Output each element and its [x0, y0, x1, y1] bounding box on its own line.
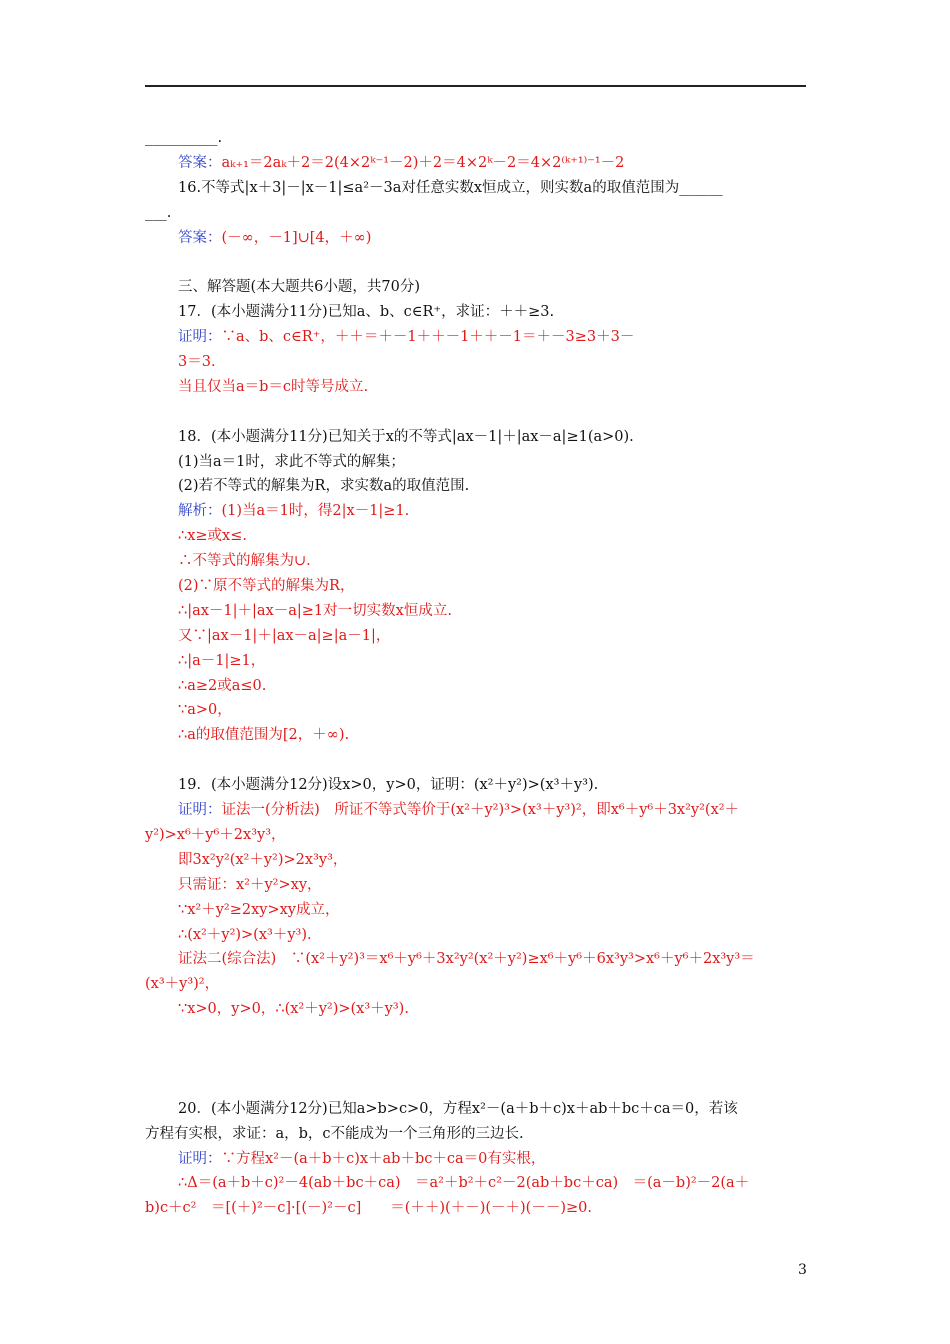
blank-line — [145, 748, 806, 773]
question-text: 16.不等式|x＋3|－|x－1|≤a²－3a对任意实数x恒成立，则实数a的取值范围为______ — [178, 179, 723, 196]
solution-text: ∴(x²＋y²)>(x³＋y³). — [178, 926, 312, 943]
text-line — [145, 151, 806, 176]
text-line — [145, 499, 806, 524]
solution-text: ∵方程x²－(a＋b＋c)x＋ab＋bc＋ca＝0有实根， — [221, 1150, 546, 1167]
question-text: 20．(本小题满分12分)已知a>b>c>0，方程x²－(a＋b＋c)x＋ab＋bc＋ca＝0，若该 — [178, 1100, 738, 1117]
solution-text: (－∞，－1]∪[4，＋∞) — [221, 229, 372, 246]
text-line — [145, 1171, 806, 1196]
solution-text: 只需证：x²＋y²>xy， — [178, 876, 322, 893]
text-line — [145, 474, 806, 499]
answer-label: 证明： — [178, 1150, 222, 1167]
text-line — [145, 624, 806, 649]
text-line — [145, 1122, 806, 1147]
solution-text: y²)>x⁶＋y⁶＋2x³y³， — [145, 826, 286, 843]
text-line — [145, 773, 806, 798]
text-line — [145, 524, 806, 549]
solution-text: ∵a、b、c∈R⁺，＋＋＝＋－1＋＋－1＋＋－1＝＋－3≥3＋3－ — [221, 329, 635, 346]
question-text: (2)若不等式的解集为R，求实数a的取值范围. — [178, 478, 470, 495]
text-line — [145, 848, 806, 873]
question-text: 19．(本小题满分12分)设x>0，y>0，证明：(x²＋y²)>(x³＋y³). — [178, 777, 599, 794]
text-line — [145, 176, 806, 201]
text-line — [145, 226, 806, 251]
solution-text: b)c＋c² ＝[(＋)²－c]·[(－)²－c] ＝(＋＋)(＋－)(－＋)(－－)≥0. — [145, 1200, 592, 1217]
question-text: 17．(本小题满分11分)已知a、b、c∈R⁺，求证：＋＋≥3. — [178, 304, 555, 321]
solution-text: (1)当a＝1时，得2|x－1|≥1. — [221, 503, 410, 520]
text-line — [145, 723, 806, 748]
solution-text: ∴a的取值范围为[2，＋∞). — [178, 727, 350, 744]
text-line — [145, 698, 806, 723]
solution-text: ∴a≥2或a≤0. — [178, 677, 267, 694]
text-line — [145, 798, 806, 823]
blank-line — [145, 1022, 806, 1072]
text-line — [145, 126, 806, 151]
solution-text: ∴Δ＝(a＋b＋c)²－4(ab＋bc＋ca) ＝a²＋b²＋c²－2(ab＋bc＋ca) ＝(a－b)²－2(a＋ — [178, 1175, 750, 1192]
solution-text: ∴不等式的解集为∪. — [178, 553, 311, 570]
text-line — [145, 574, 806, 599]
answer-label: 证明： — [178, 802, 222, 819]
text-line — [145, 549, 806, 574]
text-line — [145, 300, 806, 325]
solution-text: 当且仅当a＝b＝c时等号成立. — [178, 378, 369, 395]
text-line — [145, 350, 806, 375]
text-line — [145, 923, 806, 948]
solution-text: 即3x²y²(x²＋y²)>2x³y³， — [178, 851, 348, 868]
text-line — [145, 425, 806, 450]
solution-text: ∵a>0， — [178, 702, 232, 719]
text-line — [145, 201, 806, 226]
text-line — [145, 275, 806, 300]
text-line — [145, 375, 806, 400]
text-line — [145, 674, 806, 699]
answer-label: 解析： — [178, 503, 222, 520]
page-body — [145, 126, 806, 1221]
question-text: (1)当a＝1时，求此不等式的解集； — [178, 453, 405, 470]
page-number: 3 — [798, 1262, 807, 1278]
solution-text: 又∵|ax－1|＋|ax－a|≥|a－1|， — [178, 627, 391, 644]
text-line — [145, 972, 806, 997]
question-text: 18．(本小题满分11分)已知关于x的不等式|ax－1|＋|ax－a|≥1(a>0). — [178, 428, 634, 445]
text-line — [145, 823, 806, 848]
solution-text: (2)∵原不等式的解集为R， — [178, 578, 355, 595]
solution-text: ∵x>0，y>0，∴(x²＋y²)>(x³＋y³). — [178, 1001, 409, 1018]
solution-text: ∴|a－1|≥1， — [178, 652, 266, 669]
solution-text: aₖ₊₁＝2aₖ＋2＝2(4×2ᵏ⁻¹－2)＋2＝4×2ᵏ－2＝4×2⁽ᵏ⁺¹⁾⁻¹－2 — [221, 154, 625, 171]
answer-label: 答案： — [178, 229, 222, 246]
question-text: ___. — [145, 204, 172, 221]
solution-text: ∴|ax－1|＋|ax－a|≥1对一切实数x恒成立. — [178, 602, 452, 619]
text-line — [145, 873, 806, 898]
question-text: 三、解答题(本大题共6小题，共70分) — [178, 279, 420, 296]
text-line — [145, 1097, 806, 1122]
solution-text: 证法一(分析法) 所证不等式等价于(x²＋y²)³>(x³＋y³)²，即x⁶＋y⁶＋3x²y²(x²＋ — [221, 802, 740, 819]
blank-line — [145, 400, 806, 425]
text-line — [145, 325, 806, 350]
solution-text: (x³＋y³)²， — [145, 976, 220, 993]
blank-line — [145, 250, 806, 275]
text-line — [145, 450, 806, 475]
question-text: 方程有实根，求证：a，b，c不能成为一个三角形的三边长. — [145, 1125, 524, 1142]
answer-label: 证明： — [178, 329, 222, 346]
answer-label: 答案： — [178, 154, 222, 171]
question-text: __________. — [145, 130, 223, 146]
solution-text: ∴x≥或x≤. — [178, 528, 247, 545]
solution-text: 证法二(综合法) ∵(x²＋y²)³＝x⁶＋y⁶＋3x²y²(x²＋y²)≥x⁶＋y⁶＋6x³y³>x⁶＋y⁶＋2x³y³＝ — [178, 951, 755, 968]
header-rule — [145, 85, 806, 87]
text-line — [145, 947, 806, 972]
text-line — [145, 649, 806, 674]
text-line — [145, 1196, 806, 1221]
text-line — [145, 997, 806, 1022]
solution-text: ∵x²＋y²≥2xy>xy成立， — [178, 901, 340, 918]
text-line — [145, 1147, 806, 1172]
solution-text: 3＝3. — [178, 354, 216, 371]
blank-line — [145, 1072, 806, 1097]
text-line — [145, 898, 806, 923]
text-line — [145, 599, 806, 624]
